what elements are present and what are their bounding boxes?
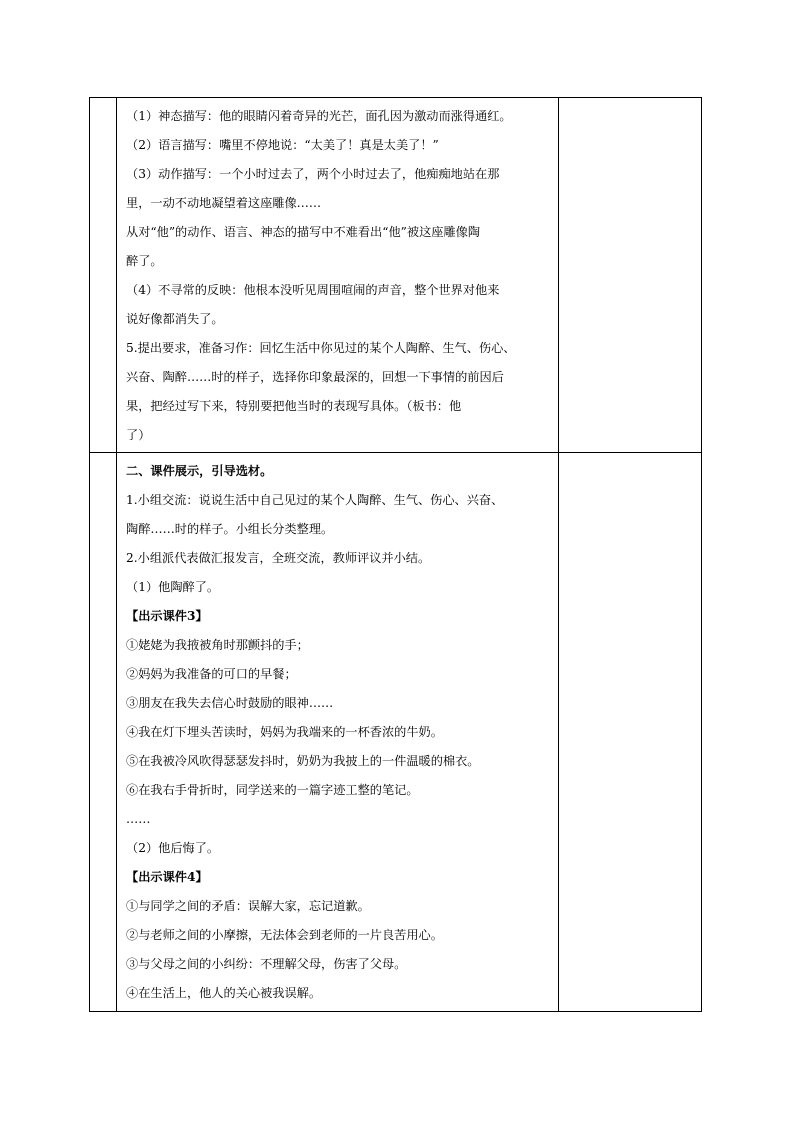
text-line: 2.小组派代表做汇报发言，全班交流，教师评议并小结。 bbox=[126, 551, 431, 565]
list-item: ⑤在我被冷风吹得瑟瑟发抖时，奶奶为我披上的一件温暖的棉衣。 bbox=[126, 754, 480, 768]
lesson-table bbox=[89, 97, 702, 1012]
list-item: ④我在灯下埋头苦读时，妈妈为我端来的一杯香浓的牛奶。 bbox=[126, 725, 443, 739]
courseware-label: 【出示课件3】 bbox=[126, 609, 208, 623]
text-line: 从对“他”的动作、语言、神态的描写中不难看出“他”被这座雕像陶 bbox=[126, 225, 481, 239]
section-heading: 二、课件展示，引导选材。 bbox=[126, 464, 273, 478]
text-line: （4）不寻常的反映：他根本没听见周围喧闹的声音，整个世界对他来 bbox=[126, 283, 500, 297]
list-item: ③朋友在我失去信心时鼓励的眼神…… bbox=[126, 696, 334, 710]
list-item: ⑥在我右手骨折时，同学送来的一篇字迹工整的笔记。 bbox=[126, 783, 419, 797]
notes-cell-2 bbox=[558, 453, 701, 1012]
list-item: …… bbox=[126, 812, 151, 826]
text-line: （3）动作描写：一个小时过去了，两个小时过去了，他痴痴地站在那 bbox=[126, 167, 500, 181]
list-item: （2）他后悔了。 bbox=[126, 841, 220, 855]
text-line: 1.小组交流：说说生活中自己见过的某个人陶醉、生气、伤心、兴奋、 bbox=[126, 493, 504, 507]
content-cell-2 bbox=[117, 453, 559, 1012]
text-line: （1）神态描写：他的眼睛闪着奇异的光芒，面孔因为激动而涨得通红。 bbox=[126, 109, 512, 123]
list-item: ③与父母之间的小纠纷：不理解父母，伤害了父母。 bbox=[126, 957, 407, 971]
content-cell-1 bbox=[117, 98, 559, 453]
list-item: ②妈妈为我准备的可口的早餐； bbox=[126, 667, 297, 681]
text-line: 里，一动不动地凝望着这座雕像…… bbox=[126, 196, 322, 210]
text-line: 兴奋、陶醉……时的样子，选择你印象最深的，回想一下事情的前因后 bbox=[126, 370, 504, 384]
text-line: 果，把经过写下来，特别要把他当时的表现写具体。（板书：他 bbox=[126, 399, 462, 413]
table-row bbox=[90, 453, 702, 1012]
text-line: 了） bbox=[126, 428, 151, 442]
list-item: ②与老师之间的小摩擦，无法体会到老师的一片良苦用心。 bbox=[126, 928, 443, 942]
list-item: ①与同学之间的矛盾：误解大家，忘记道歉。 bbox=[126, 899, 370, 913]
notes-cell-1 bbox=[558, 98, 701, 453]
left-margin-cell bbox=[90, 453, 117, 1012]
left-margin-cell bbox=[90, 98, 117, 453]
text-line: （1）他陶醉了。 bbox=[126, 580, 220, 594]
text-line: 说好像都消失了。 bbox=[126, 312, 224, 326]
text-line: 5.提出要求，准备习作：回忆生活中你见过的某个人陶醉、生气、伤心、 bbox=[126, 341, 516, 355]
courseware-label: 【出示课件4】 bbox=[126, 870, 208, 884]
text-line: 陶醉……时的样子。小组长分类整理。 bbox=[126, 522, 334, 536]
list-item: ①姥姥为我掖被角时那颤抖的手； bbox=[126, 638, 309, 652]
text-line: （2）语言描写：嘴里不停地说：“太美了！真是太美了！” bbox=[126, 138, 439, 152]
table-row bbox=[90, 98, 702, 453]
text-line: 醉了。 bbox=[126, 254, 163, 268]
list-item: ④在生活上，他人的关心被我误解。 bbox=[126, 986, 322, 1000]
